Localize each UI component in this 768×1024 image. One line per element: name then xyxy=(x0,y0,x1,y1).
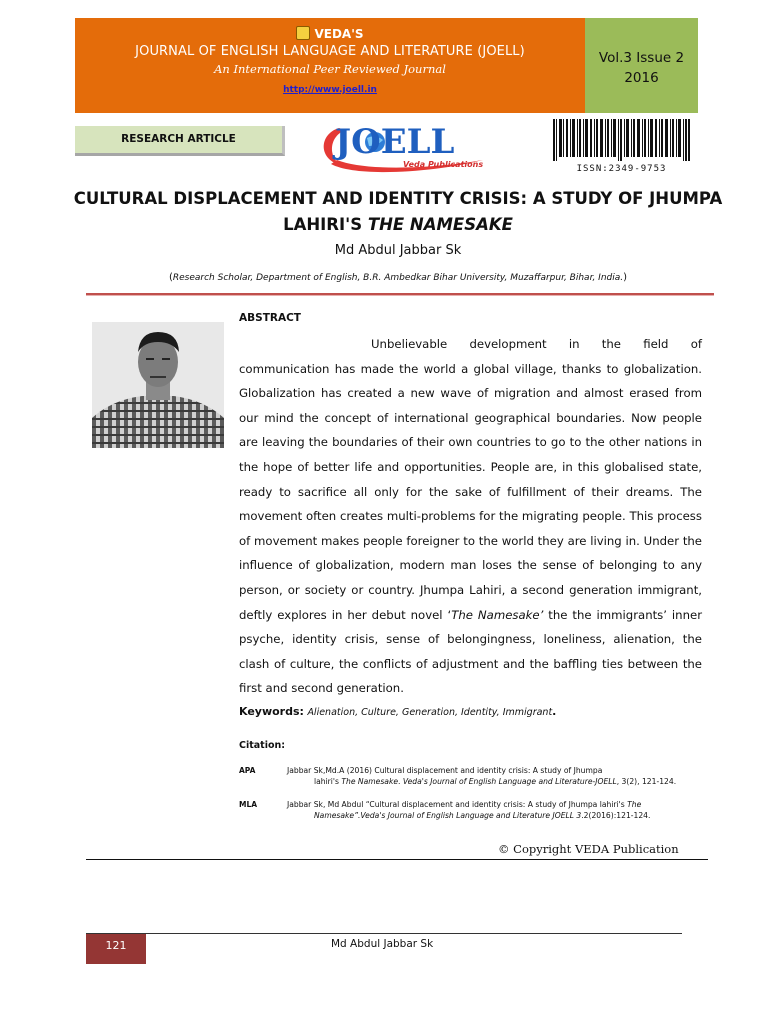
footer-rule xyxy=(86,933,682,934)
affiliation-text: Research Scholar, Department of English, B.R. Ambedkar Bihar University, Muzaffarpur, Bihar, India. xyxy=(172,273,624,283)
publisher-line xyxy=(75,26,585,42)
author-name: Md Abdul Jabbar Sk xyxy=(334,243,462,258)
apa-line2-b: . xyxy=(398,777,403,786)
citation-heading: Citation: xyxy=(239,740,286,751)
abstract-heading: ABSTRACT xyxy=(239,312,301,324)
logo-wordmark: JOELL xyxy=(335,122,455,162)
copyright-notice: © Copyright VEDA Publication xyxy=(498,842,679,856)
apa-line2-journal: Veda's Journal of English Language and Literature-JOELL xyxy=(402,777,617,786)
mla-label: MLA xyxy=(239,800,258,809)
title-divider xyxy=(86,293,714,296)
volume-year: 2016 xyxy=(624,70,659,86)
journal-tagline: An International Peer Reviewed Journal xyxy=(214,62,446,76)
apa-line1: Jabbar Sk,Md.A (2016) Cultural displacement and identity crisis: A study of Jhumpa xyxy=(287,766,603,775)
joell-logo xyxy=(317,120,487,175)
mla-line2-journal: Namesake”.Veda's Journal of English Language and Literature JOELL 3 xyxy=(314,811,582,820)
apa-label: APA xyxy=(239,766,256,775)
article-title xyxy=(70,186,726,238)
mla-citation xyxy=(287,799,687,821)
publisher-name: VEDA'S xyxy=(314,27,364,41)
apa-line2-title: The Namesake xyxy=(341,777,399,786)
title-main: CULTURAL DISPLACEMENT AND IDENTITY CRISIS: A STUDY OF JHUMPA LAHIRI'S xyxy=(73,189,723,234)
volume-issue: Vol.3 Issue 2 xyxy=(598,50,685,66)
bottom-divider xyxy=(86,859,708,860)
journal-name: JOURNAL OF ENGLISH LANGUAGE AND LITERATURE (JOELL) xyxy=(135,44,525,59)
volume-issue-box xyxy=(585,18,698,113)
apa-line2-a: lahiri's xyxy=(314,777,342,786)
mla-line2-c: .2(2016):121-124. xyxy=(581,811,651,820)
article-type-tab: RESEARCH ARTICLE xyxy=(75,126,285,156)
journal-header-banner xyxy=(75,18,585,113)
mla-line1-a: Jabbar Sk, Md Abdul “Cultural displacement and identity crisis: A study of Jhumpa lahiri's xyxy=(287,800,628,809)
logo-subtext: Veda Publications xyxy=(403,160,484,169)
abstract-text-italic: The Namesake’ xyxy=(451,607,544,622)
author-photo xyxy=(92,322,224,448)
journal-url-link[interactable]: http://www.joell.in xyxy=(283,85,377,95)
mla-line1 xyxy=(287,800,641,809)
keywords-label: Keywords: xyxy=(239,705,304,718)
abstract-body xyxy=(239,332,702,701)
page-number: 121 xyxy=(86,934,146,964)
keywords: Keywords: Alienation, Culture, Generation, Identity, Immigrant. xyxy=(239,705,557,718)
apa-citation xyxy=(287,765,707,787)
keywords-values: Alienation, Culture, Generation, Identity, Immigrant xyxy=(307,707,553,718)
apa-line2 xyxy=(287,776,707,787)
abstract-text-part2: the the immigrants’ inner psyche, identity crisis, sense of belongingness, loneliness, alienation, the clash of culture, the conflicts of adjustment and the baffling ties between the first and second generation. xyxy=(239,607,702,696)
author-affiliation: (Research Scholar, Department of English, B.R. Ambedkar Bihar University, Muzaffarpur, Bihar, India.) xyxy=(168,272,628,283)
title-italic: THE NAMESAKE xyxy=(367,215,513,234)
mla-line2 xyxy=(287,810,687,821)
issn-barcode-icon xyxy=(553,119,690,161)
mla-line1-title: The xyxy=(627,800,642,809)
footer-author: Md Abdul Jabbar Sk xyxy=(331,938,434,950)
apa-line2-c: , 3(2), 121-124. xyxy=(616,777,677,786)
issn-number: ISSN:2349-9753 xyxy=(576,164,667,174)
veda-logo-icon xyxy=(296,26,310,40)
abstract-text-part1: Unbelievable development in the field of communication has made the world a global village, thanks to globalization. Globalization has created a new wave of migration and almost erased from our mind the concept of international geographical boundaries. Now people are leaving the boundaries of their own countries to go to the other nations in the hope of better life and opportunities. People are, in this globalised state, ready to sacrifice all only for the sake of fulfillment of their dreams. The movement often creates multi-problems for the migrating people. This process of movement makes people foreigner to the world they are living in. Under the influence of globalization, modern man loses the sense of belonging to any person, or society or country. Jhumpa Lahiri, a second generation immigrant, deftly explores in her debut novel ‘ xyxy=(239,337,702,622)
